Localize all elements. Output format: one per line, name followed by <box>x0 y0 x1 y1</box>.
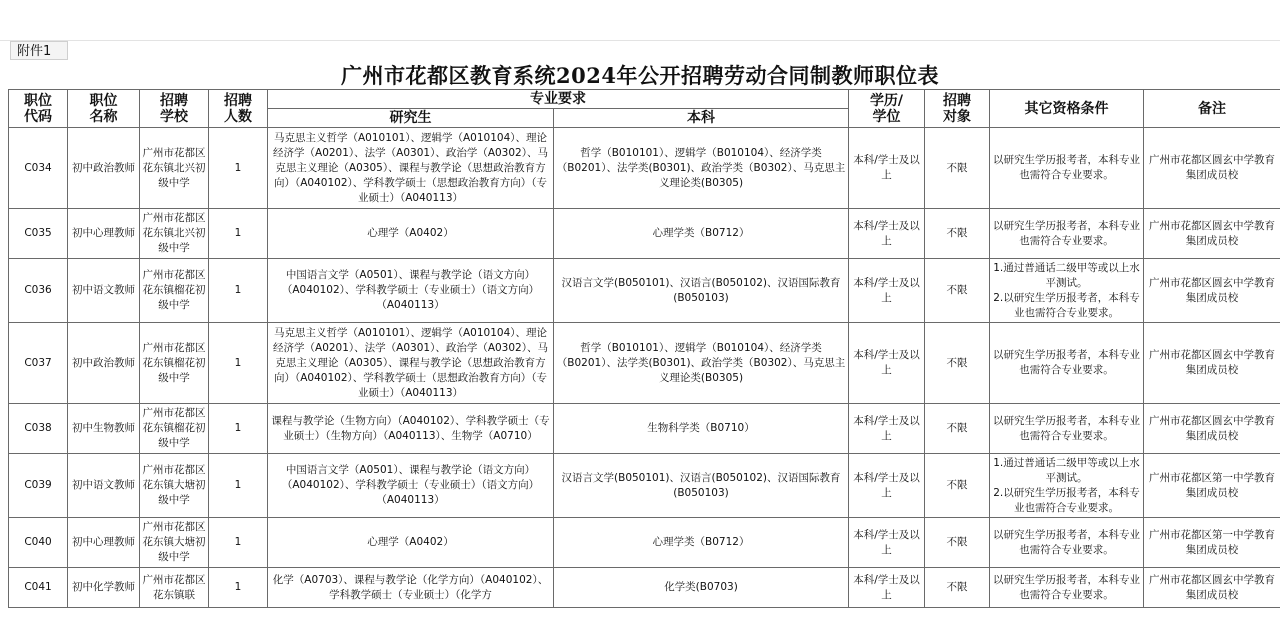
cell-other[interactable]: 以研究生学历报考者，本科专业也需符合专业要求。 <box>990 323 1144 404</box>
table-row <box>9 259 1280 323</box>
cell-code[interactable]: C038 <box>9 404 68 454</box>
cell-postgrad[interactable]: 心理学（A0402） <box>268 518 554 568</box>
cell-degree[interactable]: 本科/学士及以上 <box>849 128 925 209</box>
cell-name[interactable]: 初中化学教师 <box>68 568 140 608</box>
cell-degree[interactable]: 本科/学士及以上 <box>849 568 925 608</box>
cell-target[interactable]: 不限 <box>925 259 990 323</box>
cell-name[interactable]: 初中政治教师 <box>68 128 140 209</box>
cell-other[interactable]: 以研究生学历报考者，本科专业也需符合专业要求。 <box>990 128 1144 209</box>
cell-note[interactable]: 广州市花都区圆玄中学教育集团成员校 <box>1144 259 1280 323</box>
cell-undergrad[interactable]: 哲学（B010101）、逻辑学（B010104）、经济学类（B0201）、法学类(B0301)、政治学类（B0302）、马克思主义理论类(B0305) <box>554 128 849 209</box>
attachment-cell[interactable]: 附件1 <box>10 41 68 60</box>
cell-undergrad[interactable]: 化学类(B0703) <box>554 568 849 608</box>
cell-other[interactable]: 以研究生学历报考者，本科专业也需符合专业要求。 <box>990 568 1144 608</box>
cell-school[interactable]: 广州市花都区花东镇北兴初级中学 <box>140 128 209 209</box>
table-row <box>9 209 1280 259</box>
cell-school[interactable]: 广州市花都区花东镇榴花初级中学 <box>140 404 209 454</box>
cell-count[interactable]: 1 <box>209 518 268 568</box>
cell-postgrad[interactable]: 马克思主义哲学（A010101）、逻辑学（A010104）、理论经济学（A0201）、法学（A0301）、政治学（A0302）、马克思主义理论（A0305）、课程与教学论（思想政治教育方向）（A040102）、学科教学硕士（思想政治教育方向）（专业硕士）（A040113） <box>268 128 554 209</box>
cell-target[interactable]: 不限 <box>925 404 990 454</box>
grid-line <box>0 40 1280 41</box>
cell-school[interactable]: 广州市花都区花东镇榴花初级中学 <box>140 323 209 404</box>
cell-other[interactable]: 以研究生学历报考者，本科专业也需符合专业要求。 <box>990 404 1144 454</box>
cell-code[interactable]: C036 <box>9 259 68 323</box>
header-name[interactable]: 职位 名称 <box>68 90 140 128</box>
cell-other[interactable]: 1.通过普通话二级甲等或以上水平测试。 2.以研究生学历报考者，本科专业也需符合专业要求。 <box>990 259 1144 323</box>
cell-degree[interactable]: 本科/学士及以上 <box>849 404 925 454</box>
cell-undergrad[interactable]: 生物科学类（B0710） <box>554 404 849 454</box>
header-target[interactable]: 招聘 对象 <box>925 90 990 128</box>
table-row <box>9 323 1280 404</box>
table-row <box>9 404 1280 454</box>
cell-name[interactable]: 初中语文教师 <box>68 259 140 323</box>
cell-name[interactable]: 初中心理教师 <box>68 209 140 259</box>
header-count[interactable]: 招聘 人数 <box>209 90 268 128</box>
cell-code[interactable]: C039 <box>9 454 68 518</box>
cell-undergrad[interactable]: 心理学类（B0712） <box>554 518 849 568</box>
cell-target[interactable]: 不限 <box>925 454 990 518</box>
cell-code[interactable]: C037 <box>9 323 68 404</box>
cell-note[interactable]: 广州市花都区圆玄中学教育集团成员校 <box>1144 209 1280 259</box>
cell-note[interactable]: 广州市花都区圆玄中学教育集团成员校 <box>1144 128 1280 209</box>
cell-name[interactable]: 初中生物教师 <box>68 404 140 454</box>
cell-school[interactable]: 广州市花都区花东镇联 <box>140 568 209 608</box>
cell-school[interactable]: 广州市花都区花东镇北兴初级中学 <box>140 209 209 259</box>
cell-degree[interactable]: 本科/学士及以上 <box>849 323 925 404</box>
sheet-top-area <box>0 0 1280 40</box>
cell-count[interactable]: 1 <box>209 209 268 259</box>
header-degree[interactable]: 学历/ 学位 <box>849 90 925 128</box>
cell-code[interactable]: C035 <box>9 209 68 259</box>
cell-name[interactable]: 初中心理教师 <box>68 518 140 568</box>
cell-note[interactable]: 广州市花都区第一中学教育集团成员校 <box>1144 454 1280 518</box>
header-school[interactable]: 招聘 学校 <box>140 90 209 128</box>
header-undergrad[interactable]: 本科 <box>554 109 849 128</box>
cell-code[interactable]: C034 <box>9 128 68 209</box>
cell-postgrad[interactable]: 马克思主义哲学（A010101）、逻辑学（A010104）、理论经济学（A0201）、法学（A0301）、政治学（A0302）、马克思主义理论（A0305）、课程与教学论（思想政治教育方向）（A040102）、学科教学硕士（思想政治教育方向）（专业硕士）（A040113） <box>268 323 554 404</box>
cell-undergrad[interactable]: 汉语言文学(B050101)、汉语言(B050102)、汉语国际教育(B050103) <box>554 259 849 323</box>
cell-degree[interactable]: 本科/学士及以上 <box>849 454 925 518</box>
cell-count[interactable]: 1 <box>209 454 268 518</box>
cell-count[interactable]: 1 <box>209 259 268 323</box>
cell-school[interactable]: 广州市花都区花东镇大塘初级中学 <box>140 454 209 518</box>
cell-postgrad[interactable]: 心理学（A0402） <box>268 209 554 259</box>
cell-target[interactable]: 不限 <box>925 323 990 404</box>
cell-name[interactable]: 初中语文教师 <box>68 454 140 518</box>
cell-code[interactable]: C041 <box>9 568 68 608</box>
cell-target[interactable]: 不限 <box>925 518 990 568</box>
cell-note[interactable]: 广州市花都区圆玄中学教育集团成员校 <box>1144 404 1280 454</box>
header-other[interactable]: 其它资格条件 <box>990 90 1144 128</box>
table-row <box>9 568 1280 608</box>
cell-postgrad[interactable]: 中国语言文学（A0501）、课程与教学论（语文方向）（A040102）、学科教学硕士（专业硕士）（语文方向）（A040113） <box>268 259 554 323</box>
cell-note[interactable]: 广州市花都区第一中学教育集团成员校 <box>1144 518 1280 568</box>
cell-name[interactable]: 初中政治教师 <box>68 323 140 404</box>
header-note[interactable]: 备注 <box>1144 90 1280 128</box>
cell-other[interactable]: 以研究生学历报考者，本科专业也需符合专业要求。 <box>990 518 1144 568</box>
cell-count[interactable]: 1 <box>209 128 268 209</box>
cell-target[interactable]: 不限 <box>925 128 990 209</box>
cell-target[interactable]: 不限 <box>925 568 990 608</box>
cell-other[interactable]: 1.通过普通话二级甲等或以上水平测试。 2.以研究生学历报考者，本科专业也需符合专业要求。 <box>990 454 1144 518</box>
cell-other[interactable]: 以研究生学历报考者，本科专业也需符合专业要求。 <box>990 209 1144 259</box>
cell-degree[interactable]: 本科/学士及以上 <box>849 518 925 568</box>
cell-undergrad[interactable]: 心理学类（B0712） <box>554 209 849 259</box>
cell-postgrad[interactable]: 课程与教学论（生物方向）（A040102）、学科教学硕士（专业硕士）（生物方向）（A040113）、生物学（A0710） <box>268 404 554 454</box>
table-row <box>9 518 1280 568</box>
cell-count[interactable]: 1 <box>209 404 268 454</box>
cell-school[interactable]: 广州市花都区花东镇榴花初级中学 <box>140 259 209 323</box>
positions-table <box>8 89 1280 608</box>
table-row <box>9 128 1280 209</box>
cell-postgrad[interactable]: 中国语言文学（A0501）、课程与教学论（语文方向）（A040102）、学科教学硕士（专业硕士）（语文方向）（A040113） <box>268 454 554 518</box>
cell-undergrad[interactable]: 汉语言文学(B050101)、汉语言(B050102)、汉语国际教育(B050103) <box>554 454 849 518</box>
cell-code[interactable]: C040 <box>9 518 68 568</box>
header-postgrad[interactable]: 研究生 <box>268 109 554 128</box>
cell-target[interactable]: 不限 <box>925 209 990 259</box>
cell-postgrad[interactable]: 化学（A0703）、课程与教学论（化学方向）（A040102）、学科教学硕士（专业硕士）（化学方 <box>268 568 554 608</box>
sheet-title: 广州市花都区教育系统2024年公开招聘劳动合同制教师职位表 <box>341 63 939 88</box>
cell-degree[interactable]: 本科/学士及以上 <box>849 209 925 259</box>
cell-note[interactable]: 广州市花都区圆玄中学教育集团成员校 <box>1144 568 1280 608</box>
header-code[interactable]: 职位 代码 <box>9 90 68 128</box>
cell-count[interactable]: 1 <box>209 568 268 608</box>
cell-degree[interactable]: 本科/学士及以上 <box>849 259 925 323</box>
cell-school[interactable]: 广州市花都区花东镇大塘初级中学 <box>140 518 209 568</box>
cell-note[interactable]: 广州市花都区圆玄中学教育集团成员校 <box>1144 323 1280 404</box>
table-row <box>9 454 1280 518</box>
cell-count[interactable]: 1 <box>209 323 268 404</box>
header-major-group[interactable]: 专业要求 <box>268 90 849 109</box>
cell-undergrad[interactable]: 哲学（B010101）、逻辑学（B010104）、经济学类（B0201）、法学类(B0301)、政治学类（B0302）、马克思主义理论类(B0305) <box>554 323 849 404</box>
